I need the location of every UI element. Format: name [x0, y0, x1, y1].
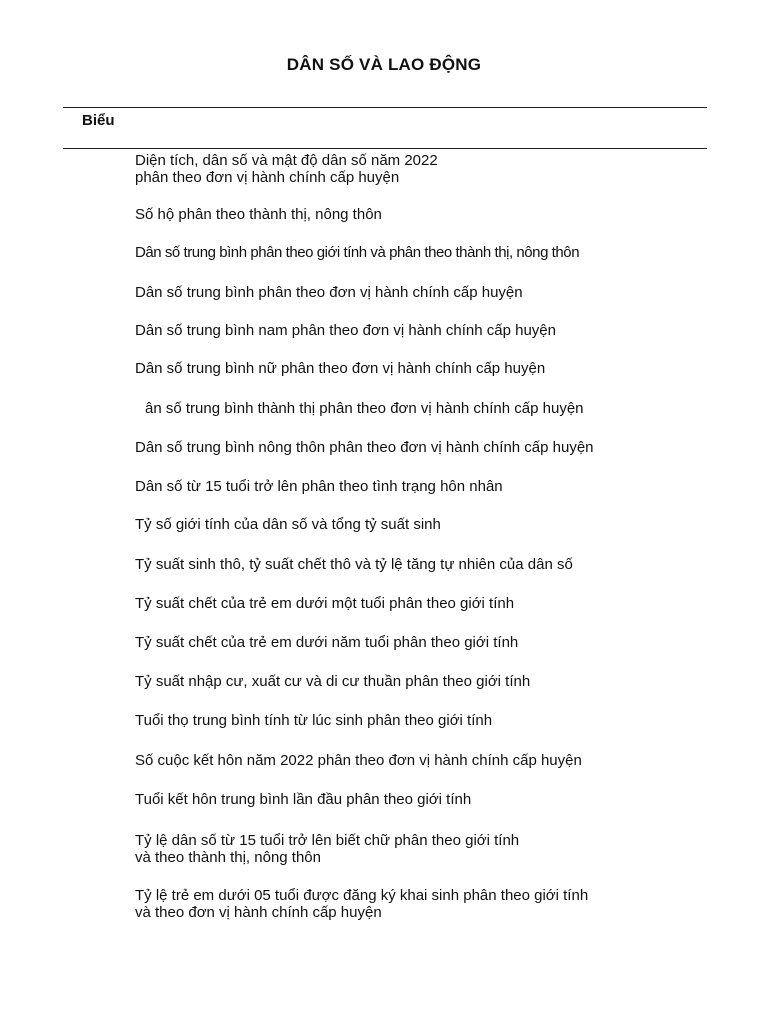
list-item [135, 439, 594, 456]
list-item-line: Số hộ phân theo thành thị, nông thôn [135, 206, 382, 223]
list-item [135, 206, 382, 223]
list-item [145, 400, 584, 417]
column-header: Biểu [82, 112, 115, 129]
list-item [135, 832, 519, 866]
list-item [135, 673, 530, 690]
list-item-line: Diện tích, dân số và mật độ dân số năm 2022 [135, 152, 438, 169]
list-item-line: Tỷ suất chết của trẻ em dưới năm tuổi phân theo giới tính [135, 634, 519, 651]
list-item [135, 284, 523, 301]
list-item-line: Tuổi thọ trung bình tính từ lúc sinh phân theo giới tính [135, 712, 493, 729]
list-item [135, 152, 438, 186]
page-title: DÂN SỐ VÀ LAO ĐỘNG [286, 55, 482, 74]
list-item-line: Tỷ suất sinh thô, tỷ suất chết thô và tỷ lệ tăng tự nhiên của dân số [135, 556, 573, 573]
list-item-line: Tuổi kết hôn trung bình lần đầu phân theo giới tính [135, 791, 472, 808]
list-item [135, 516, 441, 533]
list-item-line: Tỷ lệ dân số từ 15 tuổi trở lên biết chữ phân theo giới tính [135, 832, 520, 849]
list-item [135, 887, 588, 921]
list-item-line: Tỷ suất nhập cư, xuất cư và di cư thuần phân theo giới tính [135, 673, 531, 690]
list-item-line: Dân số trung bình nữ phân theo đơn vị hành chính cấp huyện [135, 360, 546, 377]
list-item-line: Dân số trung bình nông thôn phân theo đơn vị hành chính cấp huyện [135, 439, 594, 456]
table-top-rule [63, 107, 707, 108]
list-item-line: phân theo đơn vị hành chính cấp huyện [135, 169, 400, 186]
list-item [135, 478, 503, 495]
list-item [135, 322, 556, 339]
list-item-line: Dân số trung bình phân theo giới tính và phân theo thành thị, nông thôn [135, 244, 580, 261]
list-item [135, 595, 514, 612]
list-item [135, 791, 471, 808]
list-item-line: Dân số trung bình nam phân theo đơn vị hành chính cấp huyện [135, 322, 556, 339]
list-item [135, 360, 545, 377]
list-item-line: Dân số từ 15 tuổi trở lên phân theo tình trạng hôn nhân [135, 478, 503, 495]
list-item-line: ân số trung bình thành thị phân theo đơn vị hành chính cấp huyện [145, 400, 584, 417]
list-item-line: Dân số trung bình phân theo đơn vị hành chính cấp huyện [135, 284, 523, 301]
list-item-line: và theo thành thị, nông thôn [135, 849, 321, 866]
list-item-line: Tỷ lệ trẻ em dưới 05 tuổi được đăng ký khai sinh phân theo giới tính [135, 887, 589, 904]
list-item [135, 556, 573, 573]
table-header-rule [63, 148, 707, 149]
list-item-line: Số cuộc kết hôn năm 2022 phân theo đơn vị hành chính cấp huyện [135, 752, 582, 769]
list-item-line: Tỷ số giới tính của dân số và tổng tỷ suất sinh [135, 516, 441, 533]
list-item [135, 752, 582, 769]
list-item-line: và theo đơn vị hành chính cấp huyện [135, 904, 382, 921]
list-item [135, 244, 579, 261]
list-item-line: Tỷ suất chết của trẻ em dưới một tuổi phân theo giới tính [135, 595, 515, 612]
list-item [135, 634, 518, 651]
list-item [135, 712, 492, 729]
